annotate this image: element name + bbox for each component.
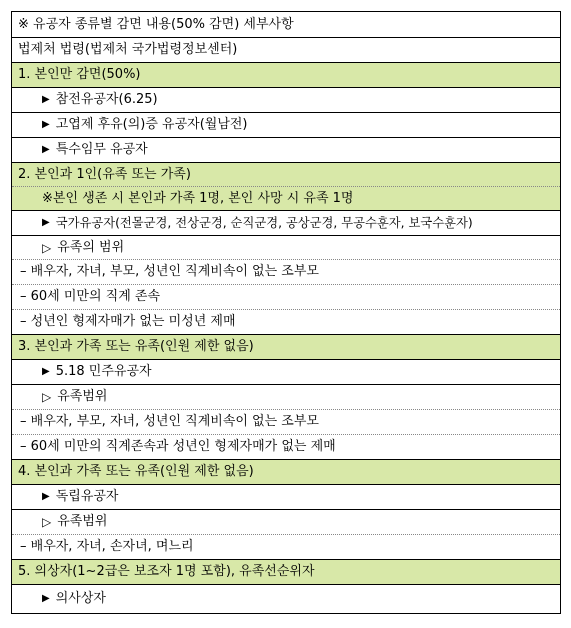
document-header: ※ 유공자 종류별 감면 내용(50% 감면) 세부사항 bbox=[18, 16, 294, 32]
item-text: – 성년인 형제자매가 없는 미성년 제매 bbox=[20, 314, 236, 329]
right-triangle-filled-icon: ▶ bbox=[42, 94, 50, 105]
section-note: ※본인 생존 시 본인과 가족 1명, 본인 사망 시 유족 1명 bbox=[42, 190, 354, 206]
list-item bbox=[12, 310, 560, 335]
section-title: 2. 본인과 1인(유족 또는 가족) bbox=[18, 166, 191, 182]
right-triangle-filled-icon: ▶ bbox=[42, 366, 50, 377]
item-text: 고엽제 후유(의)증 유공자(월남전) bbox=[55, 117, 248, 132]
item-text: – 60세 미만의 직계존속과 성년인 형제자매가 없는 제매 bbox=[20, 439, 336, 454]
document-header-row bbox=[12, 12, 560, 38]
item-text: 5.18 민주유공자 bbox=[55, 364, 152, 379]
right-triangle-outline-icon: ▷ bbox=[42, 240, 52, 255]
list-item bbox=[12, 88, 560, 113]
section-4-title-row bbox=[12, 460, 560, 485]
list-item bbox=[12, 211, 560, 236]
item-text: 유족범위 bbox=[57, 514, 108, 529]
right-triangle-filled-icon: ▶ bbox=[42, 491, 50, 502]
item-text: – 배우자, 자녀, 부모, 성년인 직계비속이 없는 조부모 bbox=[20, 264, 319, 279]
item-text: – 배우자, 부모, 자녀, 성년인 직계비속이 없는 조부모 bbox=[20, 414, 319, 429]
list-item bbox=[12, 260, 560, 285]
section-2-title-row bbox=[12, 163, 560, 187]
source-row bbox=[12, 38, 560, 63]
section-1-title-row bbox=[12, 63, 560, 88]
item-text: 의사상자 bbox=[55, 591, 106, 606]
list-item bbox=[12, 138, 560, 163]
list-item bbox=[12, 385, 560, 410]
right-triangle-outline-icon: ▷ bbox=[42, 390, 52, 404]
section-title: 5. 의상자(1~2급은 보조자 1명 포함), 유족선순위자 bbox=[18, 564, 315, 579]
right-triangle-filled-icon: ▶ bbox=[42, 217, 50, 228]
list-item bbox=[12, 585, 560, 614]
section-title: 3. 본인과 가족 또는 유족(인원 제한 없음) bbox=[18, 339, 254, 354]
item-text: 유족의 범위 bbox=[57, 239, 125, 255]
item-text: – 60세 미만의 직계 존속 bbox=[20, 289, 161, 304]
item-text: 참전유공자(6.25) bbox=[55, 92, 158, 107]
section-title: 1. 본인만 감면(50%) bbox=[18, 67, 141, 82]
right-triangle-filled-icon: ▶ bbox=[42, 593, 50, 604]
list-item bbox=[12, 410, 560, 435]
source-label: 법제처 법령(법제처 국가법령정보센터) bbox=[18, 42, 238, 57]
section-5-title-row bbox=[12, 560, 560, 585]
right-triangle-outline-icon: ▷ bbox=[42, 515, 52, 529]
list-item bbox=[12, 510, 560, 535]
list-item bbox=[12, 435, 560, 460]
list-item bbox=[12, 285, 560, 310]
list-item bbox=[12, 485, 560, 510]
list-item bbox=[12, 113, 560, 138]
section-2-note-row bbox=[12, 187, 560, 211]
list-item bbox=[12, 360, 560, 385]
list-item bbox=[12, 236, 560, 260]
item-text: 유족범위 bbox=[57, 389, 108, 404]
right-triangle-filled-icon: ▶ bbox=[42, 144, 50, 155]
section-3-title-row bbox=[12, 335, 560, 360]
tax-reduction-document bbox=[11, 11, 561, 614]
item-text: 독립유공자 bbox=[55, 489, 119, 504]
item-text: 국가유공자(전몰군경, 전상군경, 순직군경, 공상군경, 무공수훈자, 보국수훈자) bbox=[55, 216, 473, 230]
right-triangle-filled-icon: ▶ bbox=[42, 119, 50, 130]
item-text: – 배우자, 자녀, 손자녀, 며느리 bbox=[20, 539, 194, 554]
section-title: 4. 본인과 가족 또는 유족(인원 제한 없음) bbox=[18, 464, 254, 479]
item-text: 특수임무 유공자 bbox=[55, 142, 148, 157]
list-item bbox=[12, 535, 560, 560]
